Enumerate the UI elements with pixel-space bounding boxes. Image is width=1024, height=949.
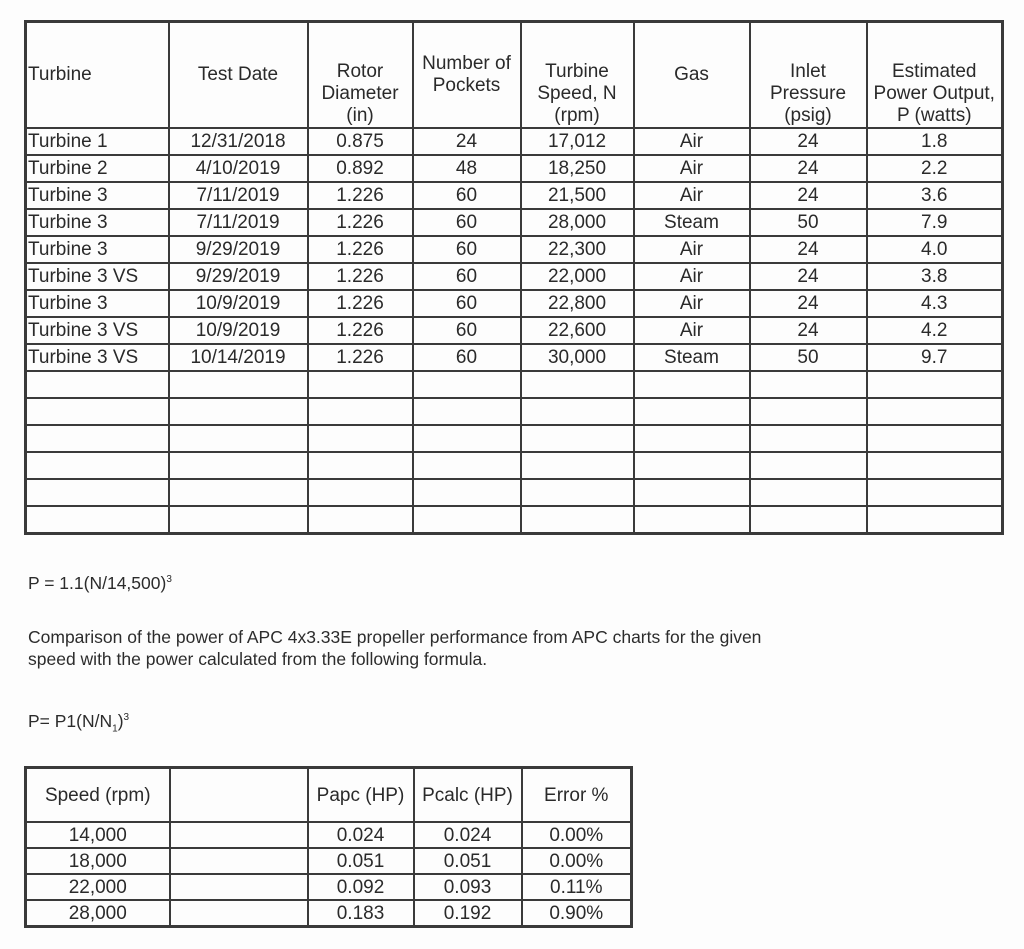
cell-rotor-diameter: 1.226 <box>308 236 413 263</box>
empty-cell <box>521 452 634 479</box>
cell-pcalc: 0.051 <box>414 848 522 874</box>
cell-test-date: 4/10/2019 <box>169 155 308 182</box>
empty-table-row <box>26 452 1003 479</box>
empty-cell <box>867 425 1003 452</box>
cell-speed: 22,600 <box>521 317 634 344</box>
empty-cell <box>521 371 634 398</box>
empty-cell <box>26 452 169 479</box>
formula-subscript: 1 <box>112 723 118 735</box>
cell-inlet-pressure: 24 <box>750 236 867 263</box>
empty-cell <box>750 479 867 506</box>
table-row <box>26 900 632 927</box>
cell-power-output: 3.6 <box>867 182 1003 209</box>
table-row <box>26 209 1003 236</box>
formula-power-estimate <box>28 572 172 594</box>
cell-inlet-pressure: 50 <box>750 344 867 371</box>
cell-rotor-diameter: 1.226 <box>308 290 413 317</box>
empty-cell <box>26 425 169 452</box>
empty-cell <box>750 506 867 534</box>
cell-speed: 18,000 <box>26 848 170 874</box>
header-inlet-pressure: Inlet Pressure (psig) <box>750 22 867 129</box>
empty-table-row <box>26 506 1003 534</box>
formula-suffix: ) <box>117 711 124 731</box>
cell-speed: 22,800 <box>521 290 634 317</box>
table-row <box>26 874 632 900</box>
empty-cell <box>521 479 634 506</box>
cell-power-output: 4.0 <box>867 236 1003 263</box>
header-pcalc: Pcalc (HP) <box>414 768 522 823</box>
cell-power-output: 4.3 <box>867 290 1003 317</box>
cell-speed: 22,300 <box>521 236 634 263</box>
formula-exponent: 3 <box>123 712 130 723</box>
cell-speed: 28,000 <box>26 900 170 927</box>
empty-cell <box>413 479 521 506</box>
table-row <box>26 344 1003 371</box>
empty-cell <box>867 452 1003 479</box>
header-test-date: Test Date <box>169 22 308 129</box>
empty-cell <box>634 479 750 506</box>
cell-error: 0.00% <box>522 848 632 874</box>
cell-gas: Air <box>634 263 750 290</box>
cell-blank <box>170 900 308 927</box>
header-blank <box>170 768 308 823</box>
empty-cell <box>169 425 308 452</box>
empty-cell <box>26 371 169 398</box>
empty-cell <box>867 506 1003 534</box>
empty-cell <box>750 371 867 398</box>
header-number-of-pockets: Number of Pockets <box>413 22 521 129</box>
formula-scaling <box>28 710 129 741</box>
formula-scaling-text: P= P1(N/N <box>28 711 113 731</box>
cell-inlet-pressure: 24 <box>750 128 867 155</box>
comparison-line-2: speed with the power calculated from the following formula. <box>28 649 488 669</box>
table-row <box>26 128 1003 155</box>
empty-cell <box>169 479 308 506</box>
cell-gas: Air <box>634 317 750 344</box>
empty-cell <box>169 371 308 398</box>
empty-cell <box>308 452 413 479</box>
empty-cell <box>521 506 634 534</box>
empty-table-row <box>26 425 1003 452</box>
cell-speed: 22,000 <box>521 263 634 290</box>
cell-pcalc: 0.093 <box>414 874 522 900</box>
empty-cell <box>413 425 521 452</box>
empty-cell <box>634 371 750 398</box>
cell-speed: 14,000 <box>26 822 170 848</box>
cell-turbine: Turbine 3 <box>26 290 169 317</box>
empty-cell <box>169 452 308 479</box>
cell-speed: 17,012 <box>521 128 634 155</box>
empty-cell <box>867 371 1003 398</box>
cell-power-output: 4.2 <box>867 317 1003 344</box>
comparison-line-1: Comparison of the power of APC 4x3.33E propeller performance from APC charts for the given <box>28 627 762 647</box>
cell-speed: 30,000 <box>521 344 634 371</box>
comparison-paragraph <box>28 626 761 670</box>
formula-exponent: 3 <box>166 574 172 585</box>
table-row <box>26 263 1003 290</box>
cell-gas: Air <box>634 290 750 317</box>
cell-papc: 0.183 <box>308 900 414 927</box>
cell-turbine: Turbine 1 <box>26 128 169 155</box>
empty-cell <box>169 506 308 534</box>
cell-inlet-pressure: 24 <box>750 182 867 209</box>
table-row <box>26 182 1003 209</box>
cell-inlet-pressure: 24 <box>750 263 867 290</box>
header-turbine: Turbine <box>26 22 169 129</box>
empty-cell <box>521 398 634 425</box>
cell-turbine: Turbine 2 <box>26 155 169 182</box>
cell-rotor-diameter: 1.226 <box>308 263 413 290</box>
cell-turbine: Turbine 3 VS <box>26 317 169 344</box>
cell-inlet-pressure: 24 <box>750 317 867 344</box>
cell-gas: Steam <box>634 209 750 236</box>
empty-cell <box>750 452 867 479</box>
cell-gas: Air <box>634 236 750 263</box>
cell-pockets: 60 <box>413 317 521 344</box>
table-row <box>26 290 1003 317</box>
cell-power-output: 1.8 <box>867 128 1003 155</box>
cell-papc: 0.092 <box>308 874 414 900</box>
cell-power-output: 2.2 <box>867 155 1003 182</box>
cell-blank <box>170 822 308 848</box>
header-turbine-speed: Turbine Speed, N (rpm) <box>521 22 634 129</box>
header-papc: Papc (HP) <box>308 768 414 823</box>
header-row <box>26 768 632 823</box>
cell-pockets: 60 <box>413 344 521 371</box>
cell-blank <box>170 874 308 900</box>
empty-cell <box>521 425 634 452</box>
cell-error: 0.11% <box>522 874 632 900</box>
cell-pockets: 60 <box>413 182 521 209</box>
cell-error: 0.90% <box>522 900 632 927</box>
empty-cell <box>413 398 521 425</box>
cell-test-date: 7/11/2019 <box>169 209 308 236</box>
formula-power-estimate-text: P = 1.1(N/14,500) <box>28 573 167 593</box>
empty-cell <box>308 398 413 425</box>
cell-test-date: 7/11/2019 <box>169 182 308 209</box>
empty-cell <box>413 452 521 479</box>
cell-turbine: Turbine 3 <box>26 209 169 236</box>
cell-rotor-diameter: 1.226 <box>308 209 413 236</box>
cell-power-output: 9.7 <box>867 344 1003 371</box>
cell-speed: 18,250 <box>521 155 634 182</box>
empty-cell <box>413 371 521 398</box>
table-row <box>26 236 1003 263</box>
cell-rotor-diameter: 1.226 <box>308 344 413 371</box>
empty-cell <box>26 479 169 506</box>
table-row <box>26 155 1003 182</box>
empty-cell <box>867 398 1003 425</box>
empty-table-row <box>26 371 1003 398</box>
cell-turbine: Turbine 3 <box>26 182 169 209</box>
cell-error: 0.00% <box>522 822 632 848</box>
empty-table-row <box>26 398 1003 425</box>
cell-turbine: Turbine 3 VS <box>26 344 169 371</box>
cell-test-date: 9/29/2019 <box>169 263 308 290</box>
empty-cell <box>634 398 750 425</box>
turbine-test-table <box>24 20 1004 535</box>
cell-pockets: 48 <box>413 155 521 182</box>
empty-cell <box>750 425 867 452</box>
empty-cell <box>308 425 413 452</box>
cell-gas: Steam <box>634 344 750 371</box>
empty-cell <box>308 371 413 398</box>
cell-turbine: Turbine 3 <box>26 236 169 263</box>
cell-inlet-pressure: 24 <box>750 155 867 182</box>
header-rotor-diameter: Rotor Diameter (in) <box>308 22 413 129</box>
cell-pockets: 60 <box>413 263 521 290</box>
cell-power-output: 3.8 <box>867 263 1003 290</box>
cell-papc: 0.051 <box>308 848 414 874</box>
cell-test-date: 10/9/2019 <box>169 290 308 317</box>
header-row <box>26 22 1003 129</box>
empty-cell <box>308 479 413 506</box>
cell-rotor-diameter: 1.226 <box>308 182 413 209</box>
propeller-comparison-table <box>24 766 633 928</box>
cell-pockets: 60 <box>413 209 521 236</box>
cell-turbine: Turbine 3 VS <box>26 263 169 290</box>
cell-test-date: 9/29/2019 <box>169 236 308 263</box>
table-row <box>26 317 1003 344</box>
cell-pockets: 24 <box>413 128 521 155</box>
table-row <box>26 848 632 874</box>
cell-pcalc: 0.024 <box>414 822 522 848</box>
cell-blank <box>170 848 308 874</box>
cell-test-date: 12/31/2018 <box>169 128 308 155</box>
cell-gas: Air <box>634 128 750 155</box>
cell-power-output: 7.9 <box>867 209 1003 236</box>
cell-pockets: 60 <box>413 290 521 317</box>
header-error: Error % <box>522 768 632 823</box>
cell-pockets: 60 <box>413 236 521 263</box>
empty-cell <box>867 479 1003 506</box>
empty-cell <box>634 452 750 479</box>
cell-gas: Air <box>634 155 750 182</box>
cell-rotor-diameter: 1.226 <box>308 317 413 344</box>
header-gas: Gas <box>634 22 750 129</box>
header-power-output: Estimated Power Output, P (watts) <box>867 22 1003 129</box>
cell-speed: 28,000 <box>521 209 634 236</box>
empty-cell <box>308 506 413 534</box>
cell-rotor-diameter: 0.875 <box>308 128 413 155</box>
empty-table-row <box>26 479 1003 506</box>
empty-cell <box>634 506 750 534</box>
cell-test-date: 10/14/2019 <box>169 344 308 371</box>
cell-papc: 0.024 <box>308 822 414 848</box>
table-row <box>26 822 632 848</box>
empty-cell <box>750 398 867 425</box>
header-speed: Speed (rpm) <box>26 768 170 823</box>
cell-speed: 22,000 <box>26 874 170 900</box>
cell-pcalc: 0.192 <box>414 900 522 927</box>
empty-cell <box>169 398 308 425</box>
cell-gas: Air <box>634 182 750 209</box>
cell-test-date: 10/9/2019 <box>169 317 308 344</box>
empty-cell <box>634 425 750 452</box>
cell-inlet-pressure: 24 <box>750 290 867 317</box>
cell-inlet-pressure: 50 <box>750 209 867 236</box>
empty-cell <box>26 398 169 425</box>
empty-cell <box>26 506 169 534</box>
cell-speed: 21,500 <box>521 182 634 209</box>
cell-rotor-diameter: 0.892 <box>308 155 413 182</box>
empty-cell <box>413 506 521 534</box>
